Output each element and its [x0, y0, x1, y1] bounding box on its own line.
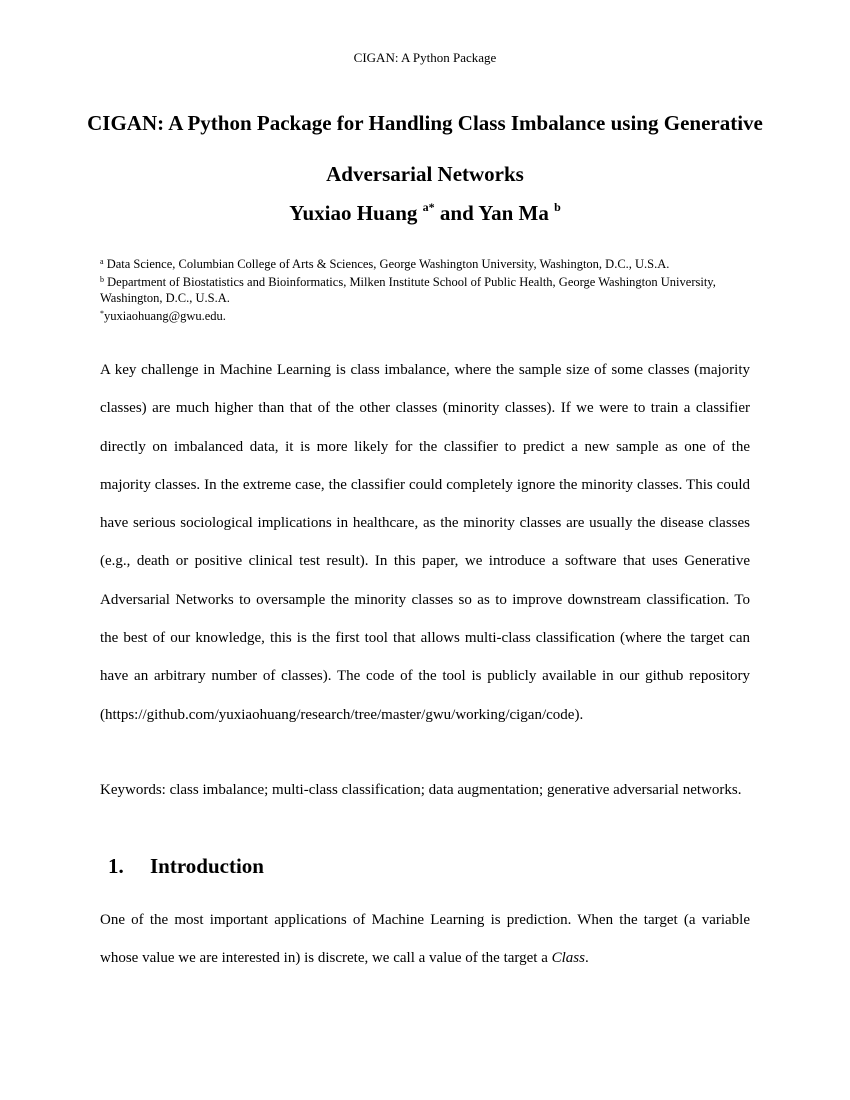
- author-name: Yuxiao Huang: [289, 201, 418, 225]
- affiliations: [100, 254, 760, 324]
- affiliation: [100, 272, 760, 306]
- section-title: Introduction: [150, 854, 264, 878]
- affiliation-mark: b: [100, 275, 104, 284]
- author-mark: b: [554, 200, 561, 214]
- keywords: Keywords: class imbalance; multi-class classification; data augmentation; generative adversarial networks.: [100, 782, 742, 798]
- paper-title: CIGAN: A Python Package for Handling Class Imbalance using Generative Adversarial Networks: [87, 111, 763, 186]
- affiliation-mark: *: [100, 309, 104, 318]
- author-joiner: and: [439, 201, 474, 225]
- affiliation-text: yuxiaohuang@gwu.edu.: [104, 309, 226, 323]
- author-name: Yan Ma: [478, 201, 549, 225]
- affiliation-text: Department of Biostatistics and Bioinformatics, Milken Institute School of Public Health, George Washington University, Washington, D.C., U.S.A.: [100, 275, 716, 305]
- section-number: 1.: [108, 854, 124, 878]
- author-line: [0, 200, 850, 226]
- affiliation-text: Data Science, Columbian College of Arts & Sciences, George Washington University, Washington, D.C., U.S.A.: [106, 257, 670, 271]
- author-mark: a*: [422, 200, 435, 214]
- section-heading: [108, 854, 264, 879]
- abstract: A key challenge in Machine Learning is class imbalance, where the sample size of some classes (majority classes) are much higher than that of the other classes (minority classes). If we were to train a classifier directly on imbalanced data, it is more likely for the classifier to predict a new sample as one of the majority classes. In the extreme case, the classifier could completely ignore the minority classes. This could have serious sociological implications in healthcare, as the minority classes are usually the disease classes (e.g., death or positive clinical test result). In this paper, we introduce a software that uses Generative Adversarial Networks to oversample the minority classes so as to improve downstream classification. To the best of our knowledge, this is the first tool that allows multi-class classification (where the target can have an arbitrary number of classes). The code of the tool is publicly available in our github repository (https://github.com/yuxiaohuang/research/tree/master/gwu/working/cigan/code).: [100, 362, 750, 723]
- intro-paragraph: One of the most important applications of Machine Learning is prediction. When the target (a variable whose value we are interested in) is discrete, we call a value of the target a Class.: [100, 912, 750, 967]
- affiliation-mark: a: [100, 257, 104, 266]
- intro-italic-term: Class: [551, 950, 585, 967]
- intro-text: One of the most important applications of Machine Learning is prediction. When the target (a variable whose value we are interested in) is discrete, we call a value of the target a: [100, 912, 750, 967]
- running-head: CIGAN: A Python Package: [353, 50, 497, 65]
- affiliation: [100, 254, 760, 272]
- affiliation: [100, 306, 760, 324]
